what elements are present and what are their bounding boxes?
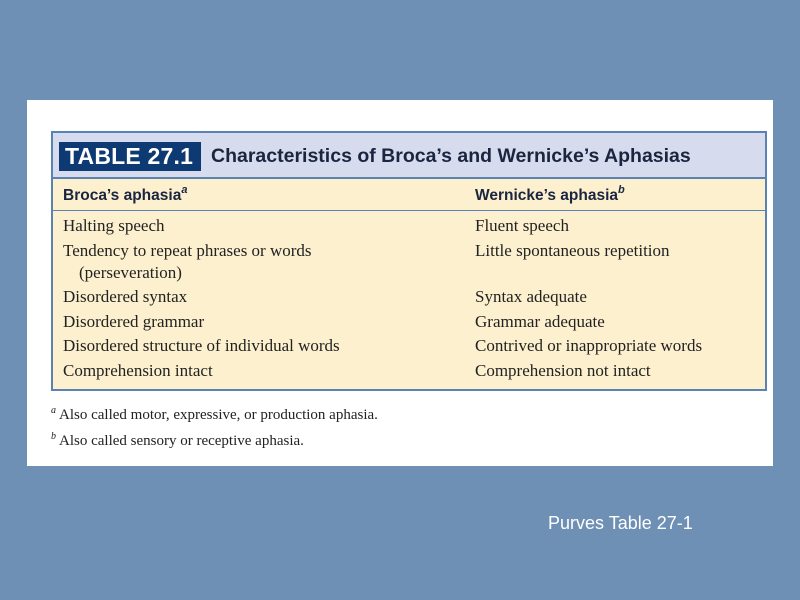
table-title: Characteristics of Broca’s and Wernicke’s Aphasias <box>211 145 691 167</box>
cell-wernicke: Syntax adequate <box>475 287 587 306</box>
column-header-label: Broca’s aphasia <box>63 187 182 205</box>
footnote-marker: b <box>618 184 625 196</box>
footnote-a <box>51 400 378 426</box>
cell-text: Disordered structure of individual words <box>63 336 340 355</box>
slide-content-panel <box>27 100 773 466</box>
cell-broca <box>63 311 204 333</box>
footnote-text: Also called motor, expressive, or production aphasia. <box>59 407 378 423</box>
cell-wernicke: Fluent speech <box>475 216 569 235</box>
table-row <box>53 360 765 385</box>
table-title-bar <box>53 133 765 179</box>
aphasia-table <box>51 131 767 391</box>
cell-broca <box>63 240 312 284</box>
cell-text: Disordered grammar <box>63 311 205 331</box>
table-body <box>53 215 765 384</box>
table-row <box>53 240 765 287</box>
cell-broca <box>63 215 165 237</box>
cell-wernicke: Contrived or inappropriate words <box>475 336 703 355</box>
column-header-wernicke <box>475 185 625 205</box>
cell-text: Comprehension intact <box>63 360 213 380</box>
cell-text-continuation: (perseveration) <box>79 262 182 282</box>
cell-text: Halting speech <box>63 216 165 235</box>
footnote-text: Also called sensory or receptive aphasia. <box>59 433 304 449</box>
table-row <box>53 311 765 336</box>
slide-caption: Purves Table 27-1 <box>548 513 693 533</box>
table-row <box>53 286 765 311</box>
cell-broca <box>63 360 213 382</box>
column-header-broca <box>63 185 187 205</box>
footnote-marker: a <box>51 405 56 416</box>
footnote-b <box>51 426 378 452</box>
footnote-marker: b <box>51 431 56 442</box>
cell-broca <box>63 335 340 357</box>
cell-broca <box>63 286 187 308</box>
footnote-marker: a <box>181 184 188 196</box>
table-header-row <box>53 179 765 211</box>
table-footnotes <box>51 400 378 452</box>
column-header-label: Wernicke’s aphasia <box>475 187 619 205</box>
cell-wernicke: Little spontaneous repetition <box>475 240 670 260</box>
cell-wernicke: Grammar adequate <box>475 311 605 331</box>
table-row <box>53 215 765 240</box>
table-number-badge: TABLE 27.1 <box>59 142 201 171</box>
cell-text: Disordered syntax <box>63 287 188 306</box>
cell-text: Tendency to repeat phrases or words <box>63 240 312 260</box>
cell-wernicke: Comprehension not intact <box>475 360 651 380</box>
table-row <box>53 335 765 360</box>
